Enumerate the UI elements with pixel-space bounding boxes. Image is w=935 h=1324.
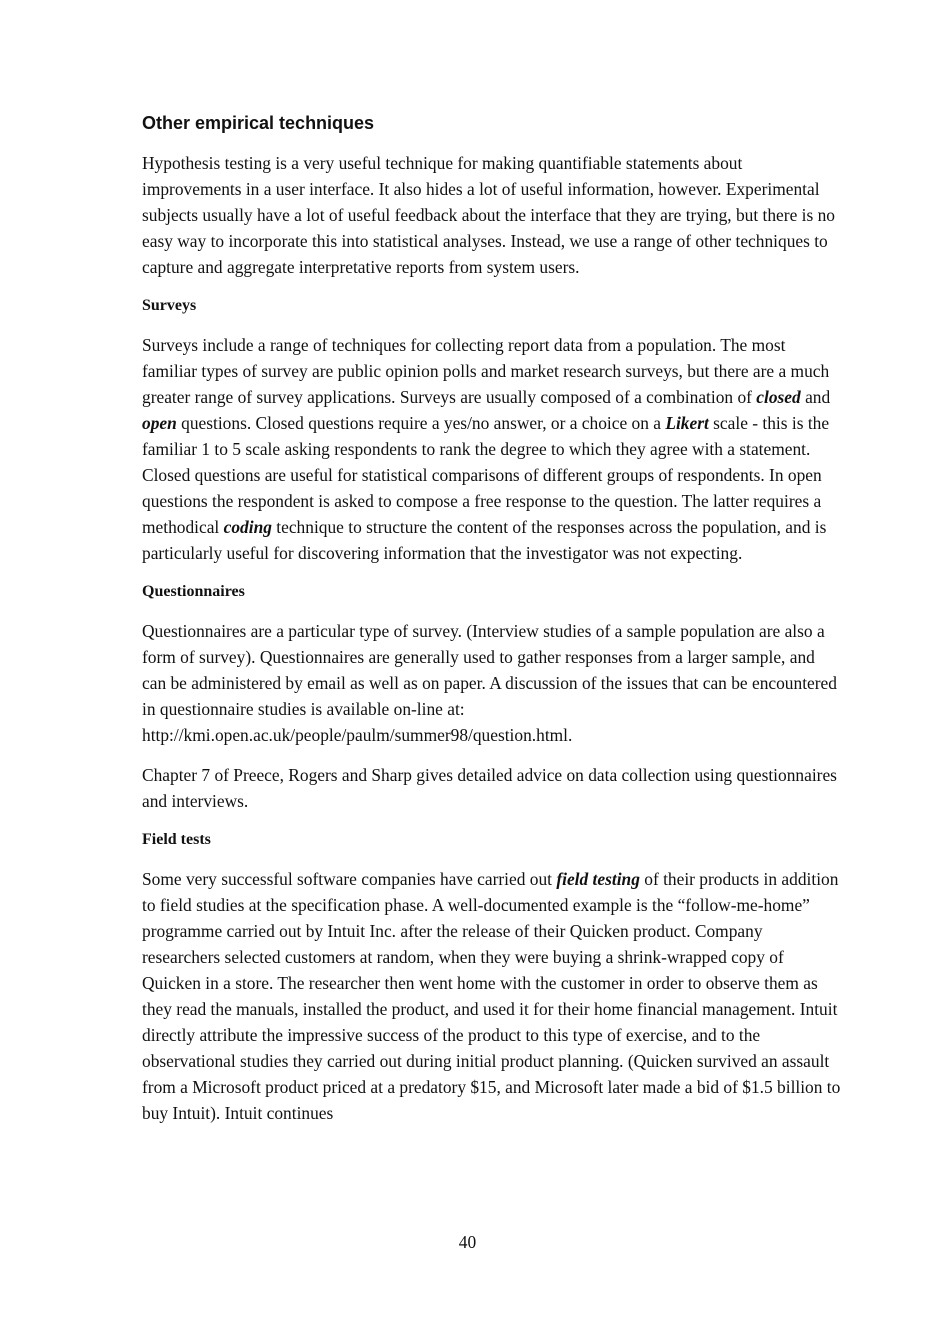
questionnaires-paragraph-1: Questionnaires are a particular type of survey. (Interview studies of a sample population are also a form of survey). Questionnaires are generally used to gather responses from a larger sample, and can be administered by email as well as on paper. A discussion of the issues that can be encountered in questionnaire studies is available on-line at: http://kmi.open.ac.uk/people/paulm/summer98/question.html. xyxy=(142,621,837,745)
text-run: and xyxy=(800,387,831,407)
emphasis-open: open xyxy=(142,413,177,433)
questionnaires-paragraph-2: Chapter 7 of Preece, Rogers and Sharp gives detailed advice on data collection using questionnaires and interviews. xyxy=(142,765,837,811)
page-number: 40 xyxy=(458,1232,477,1252)
field-tests-paragraph xyxy=(142,866,842,1126)
emphasis-field-testing: field testing xyxy=(556,869,640,889)
text-run: questions. Closed questions require a yes/no answer, or a choice on a xyxy=(176,413,666,433)
surveys-heading: Surveys xyxy=(142,297,197,314)
page-content xyxy=(142,110,842,1140)
questionnaires-heading: Questionnaires xyxy=(142,583,245,600)
surveys-paragraph xyxy=(142,332,842,566)
emphasis-closed: closed xyxy=(756,387,801,407)
emphasis-coding: coding xyxy=(223,517,272,537)
field-tests-heading: Field tests xyxy=(142,831,211,848)
emphasis-likert: Likert xyxy=(665,413,709,433)
text-run: technique to structure the content of the responses across the population, and is particularly useful for discovering information that the investigator was not expecting. xyxy=(142,517,827,563)
text-run: scale - this is the familiar 1 to 5 scale asking respondents to rank the degree to which they agree with a statement. Closed questions are useful for statistical comparisons of different groups of respondents. In open questions the respondent is asked to compose a free response to the question. The latter requires a methodical xyxy=(142,413,830,537)
intro-paragraph: Hypothesis testing is a very useful technique for making quantifiable statements about improvements in a user interface. It also hides a lot of useful information, however. Experimental subjects usually have a lot of useful feedback about the interface that they are trying, but there is no easy way to incorporate this into statistical analyses. Instead, we use a range of other techniques to capture and aggregate interpretative reports from system users. xyxy=(142,153,835,277)
text-run: Surveys include a range of techniques for collecting report data from a population. The most familiar types of survey are public opinion polls and market research surveys, but there are a much greater range of survey applications. Surveys are usually composed of a combination of xyxy=(142,335,830,407)
section-heading: Other empirical techniques xyxy=(142,113,375,133)
text-run: of their products in addition to field studies at the specification phase. A well-documented example is the “follow-me-home” programme carried out by Intuit Inc. after the release of their Quicken product. Company researchers selected customers at random, when they were buying a shrink-wrapped copy of Quicken in a store. The researcher then went home with the customer in order to observe them as they read the manuals, installed the product, and used it for their home financial management. Intuit directly attribute the impressive success of the product to this type of exercise, and to the observational studies they carried out during initial product planning. (Quicken survived an assault from a Microsoft product priced at a predatory $15, and Microsoft later made a bid of $1.5 billion to buy Intuit). Intuit continues xyxy=(142,869,841,1123)
text-run: Some very successful software companies have carried out xyxy=(142,869,557,889)
